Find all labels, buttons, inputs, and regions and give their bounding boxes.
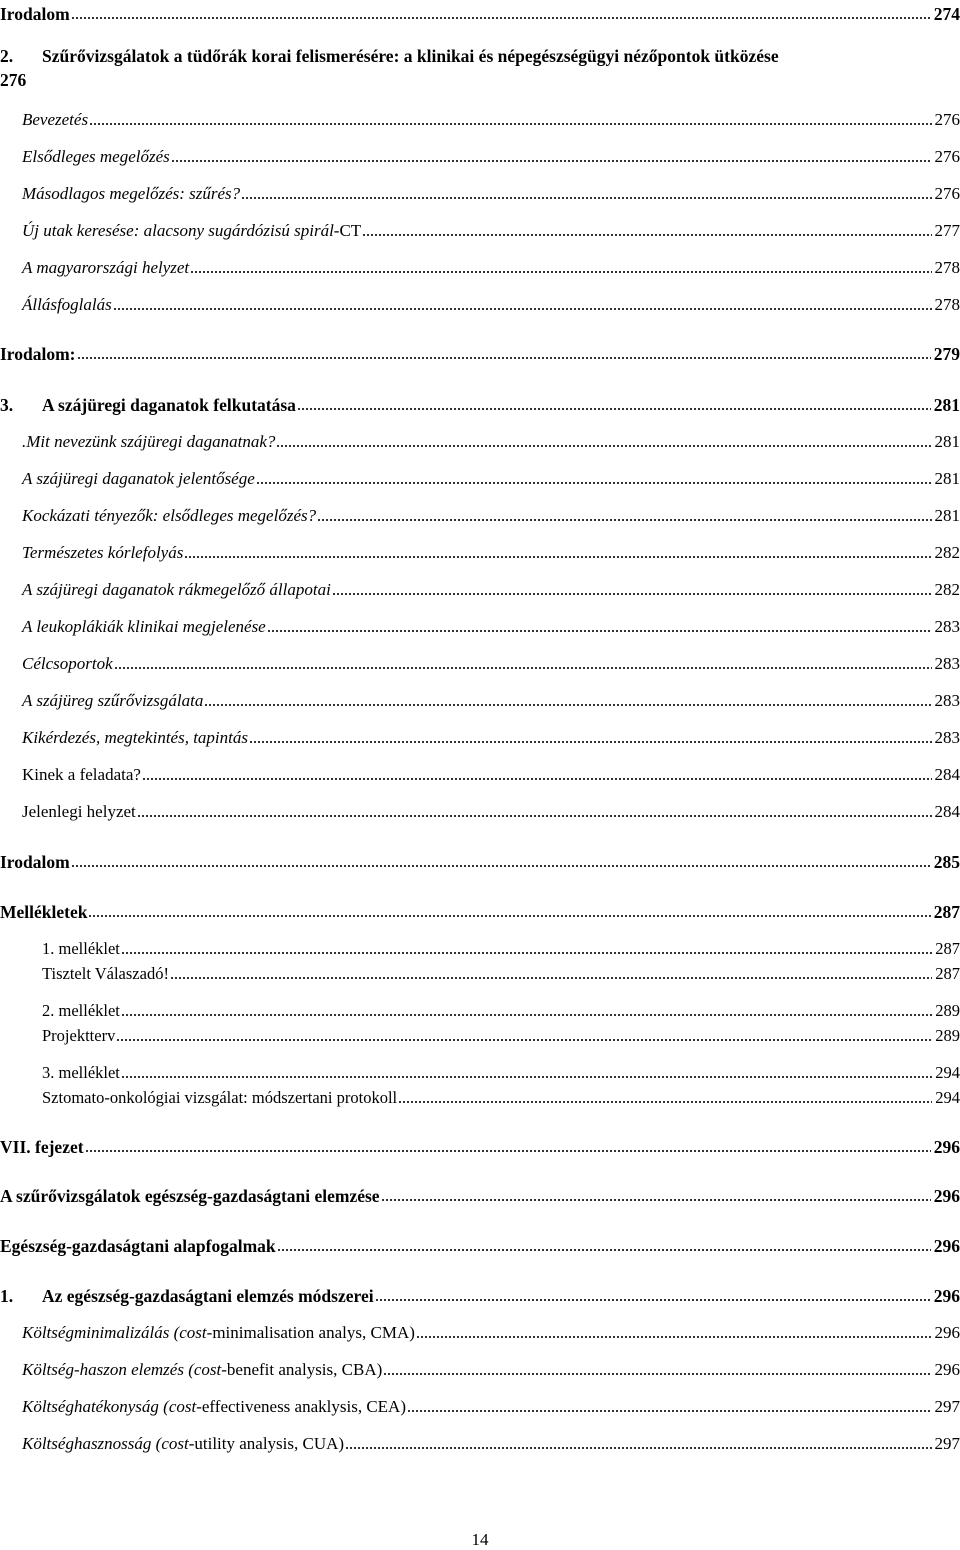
dot-leader	[204, 703, 931, 707]
toc-entry-title	[22, 691, 203, 711]
dot-leader	[190, 270, 931, 274]
toc-entry[interactable]	[0, 848, 960, 872]
dot-leader	[362, 233, 931, 237]
toc-entry-title-text: Mellékletek	[0, 902, 88, 922]
dot-leader	[113, 307, 932, 311]
toc-entry[interactable]	[0, 576, 960, 600]
toc-entry[interactable]	[0, 391, 960, 415]
toc-entry-title	[22, 506, 316, 526]
toc-entry[interactable]	[0, 465, 960, 489]
toc-entry-page: 283	[934, 654, 960, 673]
dot-leader	[89, 122, 931, 126]
dot-leader	[241, 196, 931, 200]
toc-entry-title	[42, 1088, 397, 1108]
toc-entry-page: 289	[935, 1026, 960, 1045]
toc-entry-title-text: Irodalom:	[0, 344, 76, 364]
toc-entry[interactable]	[0, 254, 960, 278]
dot-leader	[249, 740, 932, 744]
toc-entry-page: 281	[933, 395, 960, 415]
toc-entry-title-text: Bevezetés	[22, 110, 89, 129]
toc-entry-page: 282	[934, 543, 960, 562]
toc-entry-title-text: Egészség-gazdaságtani alapfogalmak	[0, 1236, 276, 1256]
toc-entry-title	[22, 802, 136, 822]
toc-entry-title-text: 1. melléklet	[42, 939, 120, 958]
toc-entry-page: 276	[934, 110, 960, 129]
toc-entry-page: 276	[934, 147, 960, 166]
dot-leader	[267, 629, 932, 633]
toc-entry-title	[22, 728, 248, 748]
toc-entry-page: 277	[934, 221, 960, 240]
toc-entry[interactable]	[0, 1084, 960, 1108]
dot-leader	[381, 1198, 931, 1202]
toc-entry-title	[42, 1026, 115, 1046]
toc-entry[interactable]	[0, 898, 960, 922]
toc-entry-title-text: Projektterv	[42, 1026, 116, 1045]
toc-entry-title-suffix: -CT	[333, 221, 362, 240]
dot-leader	[375, 1298, 931, 1302]
page-number: 14	[471, 1530, 489, 1549]
toc-entry-page: 296	[933, 1236, 960, 1256]
toc-entry-page: 289	[935, 1001, 960, 1020]
toc-entry-title	[22, 184, 240, 204]
toc-entry-title	[42, 1001, 120, 1021]
toc-entry-title-upright: -utility analysis, CUA)	[188, 1434, 345, 1453]
toc-entry[interactable]	[0, 143, 960, 167]
toc-entry-title	[42, 964, 169, 984]
toc-entry-page: 294	[935, 1063, 960, 1082]
toc-entry[interactable]	[0, 687, 960, 711]
toc-entry-title	[22, 1397, 406, 1417]
toc-entry-title-italic: Költséghatékonyság (cost	[22, 1397, 197, 1416]
toc-entry[interactable]	[0, 44, 960, 92]
dot-leader	[88, 914, 930, 918]
toc-entry-title-upright: -benefit analysis, CBA)	[221, 1360, 383, 1379]
toc-entry-title-upright: -effectiveness anaklysis, CEA)	[196, 1397, 406, 1416]
dot-leader	[71, 864, 931, 868]
toc-entry-page: 287	[933, 902, 960, 922]
toc-entry-title-text: .Mit nevezünk szájüregi daganatnak?	[22, 432, 276, 451]
toc-entry[interactable]	[0, 1182, 960, 1206]
toc-entry-page: 296	[933, 1186, 960, 1206]
toc-entry-page: 282	[934, 580, 960, 599]
toc-entry-title	[22, 1323, 415, 1343]
toc-entry[interactable]	[0, 997, 960, 1021]
dot-leader	[77, 356, 931, 360]
toc-entry-title	[0, 4, 70, 24]
toc-entry[interactable]	[0, 1319, 960, 1343]
toc-entry-page: 276	[0, 70, 27, 90]
toc-entry-title-text: Célcsoportok	[22, 654, 113, 673]
dot-leader	[142, 777, 932, 781]
toc-entry-title-italic: Költségminimalizálás (cost	[22, 1323, 207, 1342]
toc-entry-page: 296	[933, 1137, 960, 1157]
toc-entry-title-text: Természetes kórlefolyás	[22, 543, 184, 562]
toc-entry[interactable]	[0, 340, 960, 364]
toc-entry-title	[22, 543, 183, 563]
dot-leader	[71, 16, 931, 20]
toc-entry-title	[0, 1186, 380, 1206]
dot-leader	[276, 444, 931, 448]
toc-entry-page: 287	[935, 939, 960, 958]
dot-leader	[277, 1248, 931, 1252]
toc-entry-title-text: A magyarországi helyzet	[22, 258, 190, 277]
toc-entry-title-text: Másodlagos megelőzés: szűrés?	[22, 184, 241, 203]
toc-entry[interactable]	[0, 1059, 960, 1083]
toc-entry-page: 296	[934, 1323, 960, 1342]
toc-entry-title-italic: Költséghasznosság (cost	[22, 1434, 189, 1453]
toc-entry-title	[22, 469, 255, 489]
toc-entry-title-text: Az egészség-gazdaságtani elemzés módszerei	[42, 1286, 374, 1306]
toc-entry-number: 2.	[0, 46, 14, 66]
toc-entry-title-text: Sztomato-onkológiai vizsgálat: módszertani protokoll	[42, 1088, 398, 1107]
toc-entry-title	[42, 1286, 374, 1306]
toc-entry-page: 296	[933, 1286, 960, 1306]
dot-leader	[121, 1075, 932, 1079]
toc-entry-page: 278	[934, 295, 960, 314]
toc-entry-title-text: Kinek a feladata?	[22, 765, 141, 784]
toc-entry[interactable]	[0, 180, 960, 204]
toc-entry[interactable]	[0, 291, 960, 315]
toc-entry-page: 283	[934, 728, 960, 747]
toc-entry-title-text: A leukoplákiák klinikai megjelenése	[22, 617, 266, 636]
toc-entry-title-text: A szájüregi daganatok rákmegelőző állapotai	[22, 580, 331, 599]
toc-entry-page: 278	[934, 258, 960, 277]
toc-entry-page: 279	[933, 344, 960, 364]
toc-entry[interactable]	[0, 217, 960, 241]
dot-leader	[114, 666, 932, 670]
dot-leader	[184, 555, 931, 559]
toc-entry-page: 287	[935, 964, 960, 983]
toc-entry[interactable]	[0, 1232, 960, 1256]
toc-entry-title-upright: -minimalisation analys, CMA)	[206, 1323, 415, 1342]
dot-leader	[137, 814, 932, 818]
dot-leader	[317, 518, 931, 522]
toc-entry-title	[22, 258, 189, 278]
dot-leader	[256, 481, 932, 485]
toc-entry[interactable]	[0, 761, 960, 785]
toc-entry-title	[42, 939, 120, 959]
toc-entry-page: 297	[934, 1434, 960, 1453]
toc-entry-title-text: 2. melléklet	[42, 1001, 120, 1020]
toc-entry-title	[22, 147, 170, 167]
toc-entry-title	[22, 295, 112, 315]
toc-entry-number: 1.	[0, 1286, 14, 1306]
toc-entry-title	[22, 1434, 344, 1454]
dot-leader	[121, 1013, 932, 1017]
toc-entry-title-text: A szájüreg szűrővizsgálata	[22, 691, 204, 710]
toc-entry[interactable]	[0, 106, 960, 130]
dot-leader	[407, 1409, 932, 1413]
toc-entry-title	[22, 110, 88, 130]
toc-entry-title-text: Irodalom	[0, 852, 70, 872]
toc-entry-title-text: A szájüregi daganatok jelentősége	[22, 469, 255, 488]
toc-entry-title	[22, 654, 113, 674]
dot-leader	[345, 1446, 931, 1450]
toc-entry[interactable]	[0, 0, 960, 24]
toc-entry[interactable]	[0, 1022, 960, 1046]
toc-entry-title	[22, 221, 361, 241]
toc-entry-page: 296	[934, 1360, 960, 1379]
toc-entry-page: 284	[934, 802, 960, 821]
toc-entry[interactable]	[0, 1356, 960, 1380]
toc-entry[interactable]	[0, 1430, 960, 1454]
toc-entry-page: 281	[934, 432, 960, 451]
toc-entry-page: 297	[934, 1397, 960, 1416]
dot-leader	[398, 1100, 932, 1104]
toc-entry-page: 274	[933, 4, 960, 24]
toc-entry-title	[0, 344, 76, 364]
toc-entry-title	[22, 765, 141, 785]
toc-entry[interactable]	[0, 724, 960, 748]
toc-entry[interactable]	[0, 1393, 960, 1417]
toc-entry[interactable]	[0, 1133, 960, 1157]
toc-entry-page: 281	[934, 506, 960, 525]
toc-entry-page: 294	[935, 1088, 960, 1107]
toc-entry[interactable]	[0, 798, 960, 822]
toc-entry-page: 283	[934, 617, 960, 636]
toc-entry[interactable]	[0, 539, 960, 563]
toc-entry-title-text: A szűrővizsgálatok egészség-gazdaságtani elemzése	[0, 1186, 380, 1206]
dot-leader	[297, 407, 931, 411]
dot-leader	[85, 1149, 931, 1153]
toc-entry-title-text: Új utak keresése: alacsony sugárdózisú spirál	[22, 221, 334, 240]
toc-entry-title-text: Irodalom	[0, 4, 70, 24]
dot-leader	[171, 159, 932, 163]
toc-entry-title-text: Kockázati tényezők: elsődleges megelőzés?	[22, 506, 317, 525]
toc-entry[interactable]	[0, 613, 960, 637]
toc-entry-title	[22, 1360, 382, 1380]
toc-entry-title	[22, 617, 266, 637]
toc-entry-page: 276	[934, 184, 960, 203]
toc-entry-page: 283	[934, 691, 960, 710]
toc-entry-title-text: A szájüregi daganatok felkutatása	[42, 395, 296, 415]
toc-entry-title-text: Kikérdezés, megtekintés, tapintás	[22, 728, 248, 747]
toc-entry-title-italic: Költség-haszon elemzés (cost	[22, 1360, 222, 1379]
dot-leader	[416, 1335, 932, 1339]
toc-entry-page: 285	[933, 852, 960, 872]
toc-entry-title	[0, 902, 87, 922]
toc-entry-title-text: Jelenlegi helyzet	[22, 802, 136, 821]
dot-leader	[121, 951, 932, 955]
dot-leader	[383, 1372, 931, 1376]
toc-entry-title	[42, 395, 296, 415]
toc-entry-title-text: Elsődleges megelőzés	[22, 147, 170, 166]
toc-entry-title-text: Tisztelt Válaszadó!	[42, 964, 169, 983]
toc-entry[interactable]	[0, 650, 960, 674]
toc-entry-number: 3.	[0, 395, 14, 415]
toc-entry-title	[22, 580, 331, 600]
toc-entry[interactable]	[0, 1282, 960, 1306]
toc-entry-title	[22, 432, 275, 452]
toc-entry[interactable]	[0, 428, 960, 452]
toc-entry-page: 284	[934, 765, 960, 784]
dot-leader	[332, 592, 932, 596]
dot-leader	[116, 1038, 932, 1042]
toc-entry-page: 281	[934, 469, 960, 488]
toc-entry-title	[42, 1063, 120, 1083]
toc-entry[interactable]	[0, 960, 960, 984]
toc-entry-title	[0, 1236, 276, 1256]
toc-entry-title-text: VII. fejezet	[0, 1137, 84, 1157]
toc-entry-title: Szűrővizsgálatok a tüdőrák korai felismerésére: a klinikai és népegészségügyi nézőpontok ütközése	[42, 46, 779, 66]
toc-entry-title-text: 3. melléklet	[42, 1063, 120, 1082]
dot-leader	[170, 976, 932, 980]
toc-entry[interactable]	[0, 502, 960, 526]
toc-entry[interactable]	[0, 935, 960, 959]
toc-entry-title	[0, 1137, 84, 1157]
toc-entry-title-text: Állásfoglalás	[22, 295, 112, 314]
toc-entry-title	[0, 852, 70, 872]
